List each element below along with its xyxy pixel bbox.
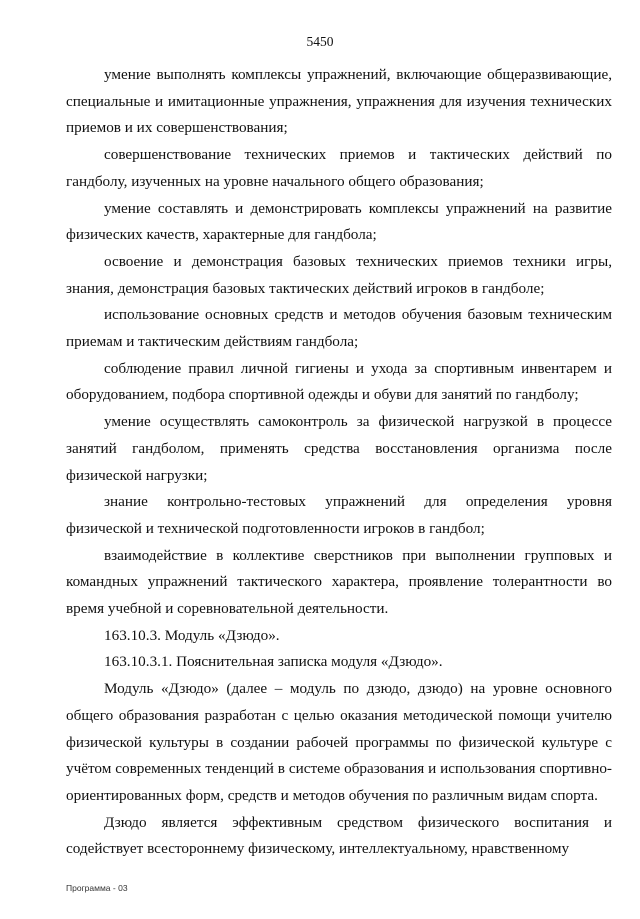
section-heading: 163.10.3. Модуль «Дзюдо». (104, 626, 280, 644)
footer-label: Программа - 03 (66, 883, 128, 893)
list-item: взаимодействие в коллективе сверстников при выполнении групповых и командных упражнений тактического характера, проявление толерантности во время учебной и соревновательной деятельности. (66, 546, 612, 618)
list-item: умение осуществлять самоконтроль за физической нагрузкой в процессе занятий гандболом, применять средства восстановления организма после физической нагрузки; (66, 413, 612, 484)
list-item: совершенствование технических приемов и тактических действий по гандболу, изученных на уровне начального общего образования; (66, 146, 612, 190)
subsection-heading: 163.10.3.1. Пояснительная записка модуля «Дзюдо». (104, 653, 443, 671)
body-paragraph: Модуль «Дзюдо» (далее – модуль по дзюдо, дзюдо) на уровне основного общего образования разработан с целью оказания методической помощи учителю физической культуры в создании рабочей программы по физической культуре с учётом современных тенденций в системе образования и использования спортивно-ориентированных форм, средств и методов обучения по различным видам спорта. (66, 680, 612, 804)
list-item: соблюдение правил личной гигиены и ухода за спортивным инвентарем и оборудованием, подбора спортивной одежды и обуви для занятий по гандболу; (66, 359, 612, 404)
list-item: знание контрольно-тестовых упражнений для определения уровня физической и технической подготовленности игроков в гандбол; (66, 493, 612, 537)
page-content (66, 62, 612, 863)
list-item: умение составлять и демонстрировать комплексы упражнений на развитие физических качеств, характерные для гандбола; (66, 199, 612, 244)
list-item: освоение и демонстрация базовых технических приемов техники игры, знания, демонстрация базовых тактических действий игроков в гандболе; (66, 252, 612, 297)
list-item: умение выполнять комплексы упражнений, включающие общеразвивающие, специальные и имитационные упражнения, упражнения для изучения технических приемов и их совершенствования; (66, 66, 612, 137)
page-number: 5450 (306, 34, 334, 49)
list-item: использование основных средств и методов обучения базовым техническим приемам и тактическим действиям гандбола; (66, 306, 612, 351)
body-paragraph: Дзюдо является эффективным средством физического воспитания и содействует всестороннему физическому, интеллектуальному, нравственному (66, 813, 612, 858)
